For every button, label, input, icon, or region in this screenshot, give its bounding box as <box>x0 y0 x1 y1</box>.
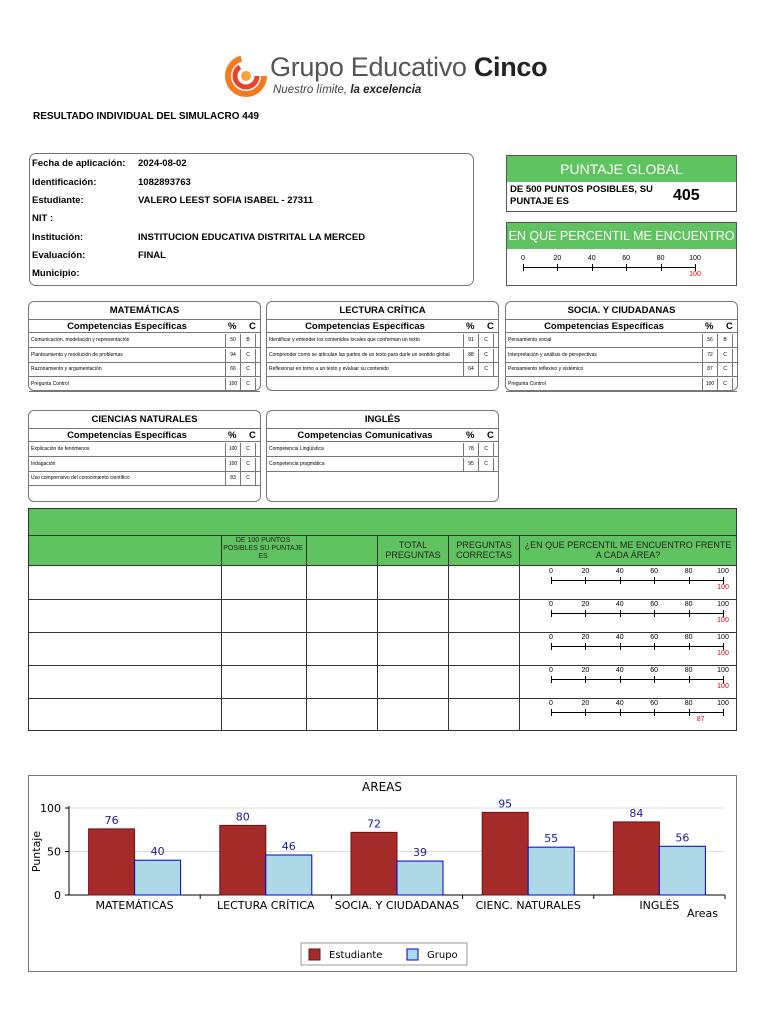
scale-tick-label: 0 <box>549 634 553 641</box>
scale-tick <box>654 709 655 716</box>
competence-percent: 87 <box>702 363 717 376</box>
y-tick-label: 0 <box>54 889 61 902</box>
scale-tick-label: 40 <box>615 634 624 641</box>
panel-title: INGLÉS <box>364 414 401 425</box>
competence-panel <box>505 301 738 391</box>
info-label: Fecha de aplicación: <box>32 158 126 169</box>
area-percentile-scale <box>551 601 727 627</box>
scale-tick-label: 100 <box>717 667 729 674</box>
scale-tick-label: 20 <box>581 634 590 641</box>
scale-tick <box>661 264 662 271</box>
competence-row <box>29 363 260 377</box>
scale-tick <box>723 577 724 584</box>
area-percentile-scale <box>551 667 727 693</box>
scale-axis <box>551 613 723 614</box>
bar-grupo <box>397 861 443 895</box>
brand-name-prefix: Grupo Educativo <box>270 52 474 82</box>
scale-tick-label: 60 <box>650 634 659 641</box>
bar-estudiante <box>220 825 266 895</box>
competence-row <box>267 334 498 348</box>
panel-header-row <box>506 319 737 333</box>
scale-tick <box>620 577 621 584</box>
summary-row-divider <box>29 599 736 600</box>
scale-tick-label: 100 <box>717 634 729 641</box>
scale-tick-label: 20 <box>581 568 590 575</box>
percentile-marker: 100 <box>717 617 729 624</box>
scale-tick-label: 40 <box>615 667 624 674</box>
info-value: 1082893763 <box>138 177 191 188</box>
scale-tick <box>557 264 558 271</box>
scale-tick-label: 60 <box>650 601 659 608</box>
competence-name: Pregunta Control <box>508 380 546 387</box>
scale-tick <box>551 676 552 683</box>
summary-header-score: DE 100 PUNTOS POSIBLES SU PUNTAJE ES <box>223 537 303 560</box>
scale-tick <box>551 709 552 716</box>
scale-tick <box>654 610 655 617</box>
scale-tick <box>620 676 621 683</box>
bar-value-label: 39 <box>413 846 427 860</box>
competence-row <box>29 458 260 472</box>
competence-percent: 95 <box>463 458 478 471</box>
bar-value-label: 95 <box>498 797 513 811</box>
competence-percent: 83 <box>225 472 240 485</box>
percentile-marker: 100 <box>717 584 729 591</box>
scale-tick-label: 80 <box>684 667 693 674</box>
competence-row <box>267 363 498 377</box>
area-percentile-scale <box>551 568 727 594</box>
competence-percent: 88 <box>463 349 478 362</box>
bar-value-label: 72 <box>367 817 381 831</box>
competence-percent: 100 <box>225 378 240 391</box>
competence-percent: 94 <box>225 349 240 362</box>
scale-tick-label: 60 <box>650 667 659 674</box>
competence-percent: 66 <box>225 363 240 376</box>
competence-level: C <box>478 363 494 376</box>
level-header: C <box>249 430 256 441</box>
legend-swatch <box>407 949 418 960</box>
global-score-title: PUNTAJE GLOBAL <box>507 156 736 182</box>
summary-row-divider <box>29 698 736 699</box>
global-percentile-scale <box>523 255 699 281</box>
scale-tick-label: 80 <box>684 634 693 641</box>
competence-level: C <box>240 378 256 391</box>
level-header: C <box>487 321 494 332</box>
x-tick-label: SOCIA. Y CIUDADANAS <box>334 899 460 912</box>
competence-level: C <box>240 349 256 362</box>
competence-name: Pregunta Control <box>31 380 69 387</box>
competence-name: Competencia Lingüística <box>269 446 324 452</box>
scale-tick-label: 80 <box>684 601 693 608</box>
panel-header-row <box>267 428 498 442</box>
scale-tick-label: 100 <box>717 700 729 707</box>
competence-level: C <box>717 378 733 391</box>
competence-row <box>29 334 260 348</box>
level-header: C <box>726 321 733 332</box>
summary-header-percentile: ¿EN QUE PERCENTIL ME ENCUENTRO FRENTE A CADA ÁREA? <box>524 540 732 560</box>
bar-grupo <box>528 847 574 895</box>
competence-percent: 100 <box>702 378 717 391</box>
scale-tick <box>592 264 593 271</box>
competence-percent: 50 <box>225 334 240 347</box>
competence-row <box>29 378 260 392</box>
competence-row <box>506 349 737 363</box>
panel-title: MATEMÁTICAS <box>109 305 180 316</box>
tagline-part-a: Nuestro límite, <box>273 84 351 96</box>
scale-tick <box>695 264 696 271</box>
brand-tagline <box>273 84 421 96</box>
x-axis-label: Areas <box>686 907 718 920</box>
competence-name: Comunicación, modelación y representación <box>31 337 130 343</box>
competence-panel <box>28 301 261 391</box>
legend-label: Estudiante <box>329 950 383 961</box>
scale-tick <box>585 676 586 683</box>
percentile-marker: 100 <box>717 650 729 657</box>
grupo-cinco-logo-icon <box>224 54 268 98</box>
scale-tick <box>620 643 621 650</box>
competence-level: C <box>240 458 256 471</box>
competence-percent: 64 <box>463 363 478 376</box>
competence-name: Comprender como se articulan las partes de un texto para darle un sentido global <box>269 351 450 358</box>
percentile-marker: 100 <box>717 683 729 690</box>
scale-tick <box>626 264 627 271</box>
scale-tick <box>654 676 655 683</box>
bar-estudiante <box>482 812 528 895</box>
global-score-box <box>506 155 737 212</box>
panel-header-row <box>29 428 260 442</box>
scale-tick-label: 40 <box>615 601 624 608</box>
scale-axis <box>551 646 723 647</box>
bar-value-label: 84 <box>629 806 644 820</box>
scale-tick <box>689 610 690 617</box>
areas-chart <box>28 775 737 972</box>
scale-tick-label: 60 <box>650 568 659 575</box>
competence-percent: 100 <box>225 443 240 456</box>
bar-estudiante <box>613 822 659 895</box>
bar-value-label: 76 <box>104 813 119 827</box>
info-label: Identificación: <box>32 177 97 188</box>
competence-panel <box>266 410 499 502</box>
percent-header: % <box>228 430 237 441</box>
competence-level: C <box>240 443 256 456</box>
scale-tick-label: 40 <box>615 568 624 575</box>
competence-level: B <box>240 334 256 347</box>
percent-header: % <box>466 430 475 441</box>
level-header: C <box>487 430 494 441</box>
area-percentile-scale <box>551 634 727 660</box>
scale-tick <box>689 643 690 650</box>
legend-swatch <box>309 949 320 960</box>
scale-tick <box>723 610 724 617</box>
scale-tick <box>551 610 552 617</box>
competence-percent: 72 <box>702 349 717 362</box>
scale-tick <box>723 709 724 716</box>
bar-estudiante <box>89 829 135 895</box>
summary-column-divider <box>306 536 307 731</box>
scale-tick-label: 0 <box>521 255 525 262</box>
panel-subtitle: Competencias Específicas <box>67 430 187 441</box>
y-tick-label: 50 <box>47 845 61 859</box>
info-label: Institución: <box>32 232 84 243</box>
bar-value-label: 55 <box>544 832 559 846</box>
competence-row <box>506 334 737 348</box>
scale-tick-label: 20 <box>581 667 590 674</box>
competence-percent: 56 <box>702 334 717 347</box>
panel-subtitle: Competencias Comunicativas <box>297 430 433 441</box>
competence-level: C <box>240 472 256 485</box>
competence-row <box>29 349 260 363</box>
scale-tick-label: 40 <box>615 700 624 707</box>
competence-level: C <box>240 363 256 376</box>
areas-chart-svg <box>29 776 736 971</box>
scale-tick <box>723 643 724 650</box>
summary-column-divider <box>448 536 449 731</box>
competence-level: C <box>717 349 733 362</box>
bar-value-label: 46 <box>281 839 296 853</box>
percentile-marker: 100 <box>689 271 701 278</box>
competence-level: B <box>717 334 733 347</box>
competence-percent: 91 <box>463 334 478 347</box>
y-axis-label: Puntaje <box>30 830 43 873</box>
scale-tick-label: 60 <box>650 700 659 707</box>
scale-axis <box>551 580 723 581</box>
competence-name: Explicación de fenómenos <box>31 446 90 452</box>
percent-header: % <box>466 321 475 332</box>
scale-tick <box>585 709 586 716</box>
competence-name: Indagación <box>31 460 56 467</box>
summary-column-divider <box>377 536 378 731</box>
competence-level: C <box>478 443 494 456</box>
x-tick-label: CIENC. NATURALES <box>475 899 581 912</box>
x-tick-label: MATEMÁTICAS <box>95 899 174 912</box>
scale-tick <box>585 643 586 650</box>
summary-header-total: TOTAL PREGUNTAS <box>385 540 441 560</box>
x-tick-label: LECTURA CRÍTICA <box>217 899 315 912</box>
competence-name: Interpretación y análisis de perspectivas <box>508 351 597 358</box>
percent-header: % <box>228 321 237 332</box>
global-percentile-box <box>506 222 737 286</box>
brand-name-bold: Cinco <box>473 52 548 82</box>
scale-tick-label: 0 <box>549 568 553 575</box>
scale-tick <box>620 610 621 617</box>
bar-value-label: 40 <box>150 845 165 859</box>
competence-name: Razonamiento y argumentación <box>31 366 102 372</box>
scale-tick-label: 80 <box>684 700 693 707</box>
info-value: 2024-08-02 <box>138 158 187 169</box>
bar-grupo <box>266 855 312 895</box>
scale-tick <box>689 577 690 584</box>
scale-tick-label: 100 <box>717 568 729 575</box>
scale-axis <box>551 712 723 713</box>
competence-name: Planteamiento y resolución de problemas <box>31 351 123 358</box>
info-label: Municipio: <box>32 268 80 279</box>
global-score-value: 405 <box>673 187 700 204</box>
panel-title: SOCIA. Y CIUDADANAS <box>567 305 676 316</box>
scale-tick <box>585 577 586 584</box>
scale-tick <box>585 610 586 617</box>
scale-axis <box>551 679 723 680</box>
global-percentile-title: EN QUE PERCENTIL ME ENCUENTRO <box>507 223 736 249</box>
competence-row <box>267 443 498 457</box>
panel-subtitle: Competencias Específicas <box>305 321 425 332</box>
bar-value-label: 56 <box>675 831 690 845</box>
scale-axis <box>523 267 695 268</box>
competence-row <box>506 363 737 377</box>
summary-column-divider <box>221 536 222 731</box>
competence-name: Competencia pragmática <box>269 460 325 467</box>
competence-level: C <box>478 458 494 471</box>
scale-tick-label: 20 <box>553 255 562 262</box>
scale-tick-label: 40 <box>587 255 596 262</box>
summary-row-divider <box>29 665 736 666</box>
report-title: RESULTADO INDIVIDUAL DEL SIMULACRO 449 <box>33 111 259 122</box>
competence-name: Identificar y entender los contenidos locales que conforman un texto <box>269 337 420 343</box>
student-info-box <box>29 153 474 286</box>
panel-header-row <box>267 319 498 333</box>
bar-value-label: 80 <box>235 810 250 824</box>
scale-tick <box>689 676 690 683</box>
scale-tick-label: 60 <box>622 255 631 262</box>
brand-name <box>270 52 547 83</box>
competence-level: C <box>478 349 494 362</box>
legend-label: Grupo <box>427 950 458 961</box>
info-label: Evaluación: <box>32 250 86 261</box>
scale-tick <box>723 676 724 683</box>
summary-row-divider <box>29 632 736 633</box>
scale-tick-label: 100 <box>717 601 729 608</box>
percentile-marker: 87 <box>696 716 705 723</box>
summary-title-band <box>29 509 736 536</box>
summary-header-row <box>29 536 736 566</box>
competence-row <box>506 378 737 392</box>
competence-row <box>29 443 260 457</box>
bar-grupo <box>135 860 181 895</box>
info-label: Estudiante: <box>32 195 84 206</box>
competence-name: Uso comprensivo del conocimiento científico <box>31 475 130 481</box>
competence-row <box>267 458 498 472</box>
competence-panel <box>28 410 261 502</box>
scale-tick-label: 0 <box>549 601 553 608</box>
panel-header-row <box>29 319 260 333</box>
info-label: NIT : <box>32 213 54 224</box>
area-percentile-scale <box>551 700 727 726</box>
scale-tick-label: 0 <box>549 667 553 674</box>
competence-level: C <box>717 363 733 376</box>
percent-header: % <box>705 321 714 332</box>
scale-tick <box>654 643 655 650</box>
panel-title: LECTURA CRÍTICA <box>339 305 426 316</box>
bar-grupo <box>659 846 705 895</box>
summary-column-divider <box>519 536 520 731</box>
info-value: FINAL <box>138 250 166 261</box>
scale-tick <box>689 709 690 716</box>
scale-tick <box>523 264 524 271</box>
competence-panel <box>266 301 499 391</box>
scale-tick <box>654 577 655 584</box>
chart-title: AREAS <box>362 780 402 794</box>
competence-percent: 100 <box>225 458 240 471</box>
scale-tick <box>551 643 552 650</box>
panel-subtitle: Competencias Específicas <box>67 321 187 332</box>
global-score-description: DE 500 PUNTOS POSIBLES, SU PUNTAJE ES <box>510 184 653 207</box>
competence-row <box>29 472 260 486</box>
y-tick-label: 100 <box>40 802 61 815</box>
panel-title: CIENCIAS NATURALES <box>91 414 198 425</box>
info-value: INSTITUCION EDUCATIVA DISTRITAL LA MERCED <box>138 232 366 243</box>
scale-tick-label: 80 <box>656 255 665 262</box>
scale-tick-label: 20 <box>581 601 590 608</box>
competence-name: Pensamiento reflexivo y sistémico <box>508 366 584 372</box>
competence-name: Reflexionar en torno a un texto y evaluar su contenido <box>269 366 389 372</box>
scale-tick-label: 80 <box>684 568 693 575</box>
scale-tick-label: 20 <box>581 700 590 707</box>
scale-tick <box>551 577 552 584</box>
scale-tick-label: 0 <box>549 700 553 707</box>
scale-tick-label: 100 <box>689 255 701 262</box>
level-header: C <box>249 321 256 332</box>
bar-estudiante <box>351 832 397 895</box>
competence-row <box>267 349 498 363</box>
tagline-part-b: la excelencia <box>350 84 422 96</box>
scale-tick <box>620 709 621 716</box>
area-summary-table <box>28 508 737 731</box>
info-value: VALERO LEEST SOFIA ISABEL - 27311 <box>138 195 314 206</box>
summary-header-correct: PREGUNTAS CORRECTAS <box>456 540 512 560</box>
panel-subtitle: Competencias Específicas <box>544 321 664 332</box>
competence-level: C <box>478 334 494 347</box>
x-tick-label: INGLÉS <box>639 899 680 912</box>
competence-name: Pensamiento social <box>508 337 552 343</box>
competence-percent: 78 <box>463 443 478 456</box>
